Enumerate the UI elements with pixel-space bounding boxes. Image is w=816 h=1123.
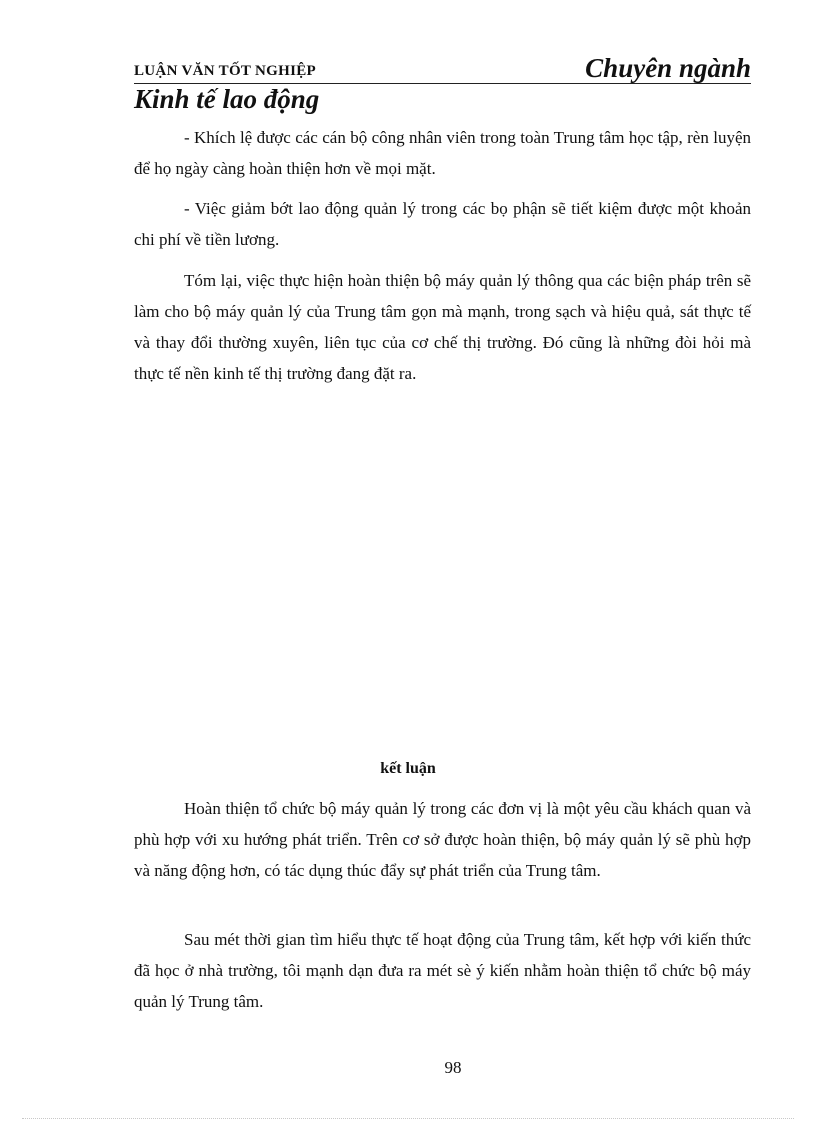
paragraph-summary: Tóm lại, việc thực hiện hoàn thiện bộ máy quản lý thông qua các biện pháp trên sẽ làm cho bộ máy quản lý của Trung tâm gọn mà mạnh, trong sạch và hiệu quả, sát thực tế và thay đổi thường xuyên, liên tục của cơ chế thị trường. Đó cũng là những đòi hỏi mà thực tế nền kinh tế thị trường đang đặt ra. [134,271,751,383]
header-major-name: Kinh tế lao động [134,84,320,114]
paragraph-cost-saving: - Việc giảm bớt lao động quản lý trong các bọ phận sẽ tiết kiệm được một khoản chi phí về tiền lương. [134,199,751,249]
header-major-label: Chuyên ngành [585,53,751,83]
page-number: 98 [444,1058,462,1077]
paragraph-encouragement: - Khích lệ được các cán bộ công nhân viên trong toàn Trung tâm học tập, rèn luyện để họ ngày càng hoàn thiện hơn về mọi mặt. [134,128,751,178]
conclusion-heading: kết luận [380,760,436,777]
header-thesis-label: LUẬN VĂN TỐT NGHIỆP [134,63,316,79]
running-header [134,52,751,84]
conclusion-paragraph-2: Sau mét thời gian tìm hiểu thực tế hoạt động của Trung tâm, kết hợp với kiến thức đã học ở nhà trường, tôi mạnh dạn đưa ra mét sè ý kiến nhằm hoàn thiện tổ chức bộ máy quản lý Trung tâm. [134,930,751,1011]
footer-divider [22,1118,794,1119]
conclusion-paragraph-1: Hoàn thiện tổ chức bộ máy quản lý trong các đơn vị là một yêu cầu khách quan và phù hợp với xu hướng phát triển. Trên cơ sở được hoàn thiện, bộ máy quản lý sẽ phù hợp và năng động hơn, có tác dụng thúc đẩy sự phát triển của Trung tâm. [134,799,751,880]
